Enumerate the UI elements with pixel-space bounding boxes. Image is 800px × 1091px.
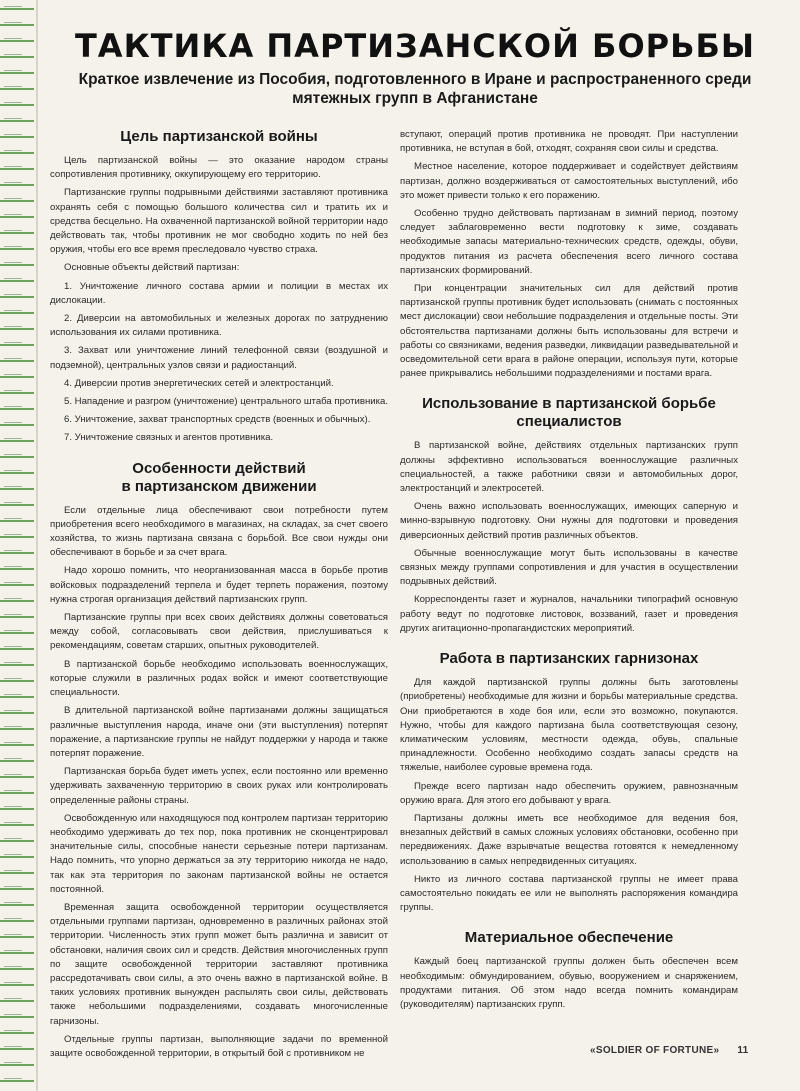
paragraph: Местное население, которое поддерживает и содействует действиям партизан, должно воздерживаться от самостоятельных выступлений, ибо это может привести только к его поражению. xyxy=(400,161,738,201)
list-item: 5. Нападение и разгром (уничтожение) центрального штаба противника. xyxy=(64,396,389,408)
article-subtitle: Краткое извлечение из Пособия, подготовленного в Иране и распространенного среди мятежных групп в Афганистане xyxy=(78,71,752,107)
paragraph: В длительной партизанской войне партизанами должны защищаться различные выступления народа, иначе они (эти выступления) потерпят поражение, а партизанские группы не найдут поддержки у народа и также потерпят поражение. xyxy=(50,705,388,759)
section-heading-line2: специалистов xyxy=(516,413,622,431)
paragraph: Особенно трудно действовать партизанам в зимний период, поэтому следует заблаговременно вести подготовку к зиме, создавать необходимые запасы материально-технических средств, одежды, обуви, продуктов питания из расчета обеспечения всего личного состава партизанских формирований. xyxy=(400,208,738,276)
right-column xyxy=(400,128,738,1016)
paragraph: Партизаны должны иметь все необходимое для ведения боя, внезапных действий в самых сложных условиях обстановки, особенно при передвижениях. Даже взрывчатые вещества готовятся к немедленному использованию в самых непредвиденных ситуациях. xyxy=(400,812,738,867)
list-item: 2. Диверсии на автомобильных и железных дорогах по затруднению использования их силами противника. xyxy=(50,313,388,339)
section-heading-line1: Использование в партизанской борьбе xyxy=(422,395,716,413)
paragraph: Партизанская борьба будет иметь успех, если постоянно или временно удерживать захваченную территорию в своих руках или контролировать определенные районы страны. xyxy=(50,766,388,806)
article-title: ТАКТИКА ПАРТИЗАНСКОЙ БОРЬБЫ xyxy=(74,27,756,65)
paragraph: Партизанские группы при всех своих действиях должны советоваться между собой, согласовывать свои действия, прислушиваться к рекомендациям, советам старших, опытных руководителей. xyxy=(50,612,388,652)
paragraph: Очень важно использовать военнослужащих, имеющих саперную и минно-взрывную подготовку. Они нужны для подготовки и проведения диверсионных действий против различных объектов. xyxy=(400,501,738,541)
paragraph: Цель партизанской войны — это оказание народом страны сопротивления противнику, оккупирующему его территорию. xyxy=(50,155,388,181)
list-item: 1. Уничтожение личного состава армии и полиции в местах их дислокации. xyxy=(50,280,388,306)
section-heading-line2: в партизанском движении xyxy=(121,477,317,495)
list-item: 3. Захват или уничтожение линий телефонной связи (воздушной и подземной), центральных узлов связи и радиостанций. xyxy=(50,345,388,371)
page-edge xyxy=(36,0,38,1091)
paragraph: Партизанские группы подрывными действиями заставляют противника охранять себя с помощью большого количества сил и тратить их и средства бесцельно. На охваченной партизанской войной территории надо действовать так, чтобы противник не мог свободно ходить по ней без оружия, чтобы его все время преследовало чувство страха. xyxy=(50,187,388,256)
paragraph: Временная защита освобожденной территории осуществляется отдельными группами партизан, одновременно в различных районах этой территории. Численность этих групп может быть различна и зависит от обстановки, наличия своих сил и средств. Действия многочисленных групп по защите освобожденной территории заставляют противника рассредотачивать свои силы, а это очень важно в партизанской войне. В таких условиях противник вынужден распылять свои силы, действовать также небольшими подразделениями, создавать многочисленные гарнизоны. xyxy=(50,901,388,1027)
paragraph: Прежде всего партизан надо обеспечить оружием, равнозначным оружию врага. Для этого его добывают у врага. xyxy=(400,780,738,806)
paragraph: В партизанской борьбе необходимо использовать военнослужащих, которые служили в различных родах войск и имеют соответствующие специальности. xyxy=(50,658,388,699)
paragraph: В партизанской войне, действиях отдельных партизанских групп должны эффективно использоваться военнослужащие различных специальностей, а также работники связи и автомобильных дорог, электростанций и электросетей. xyxy=(400,440,738,495)
paragraph: Отдельные группы партизан, выполняющие задачи по временной защите освобожденной территории, в открытый бой с противником не xyxy=(50,1033,388,1059)
section-heading-line1: Особенности действий xyxy=(132,459,306,477)
list-item: 6. Уничтожение, захват транспортных средств (военных и обычных). xyxy=(64,414,371,426)
list-item: 4. Диверсии против энергетических сетей и электростанций. xyxy=(64,377,334,389)
list-item: 7. Уничтожение связных и агентов противника. xyxy=(64,432,274,444)
section-heading-supply: Материальное обеспечение xyxy=(464,929,674,947)
paragraph: Если отдельные лица обеспечивают свои потребности путем приобретения всего необходимого в магазинах, на складах, за счет своего хозяйства, то жизнь партизана связана с борьбой. Все свои нужды они обеспечивают в борьбе и за счет врага. xyxy=(50,504,388,559)
section-heading-specialists xyxy=(400,395,738,431)
page-footer xyxy=(590,1045,749,1056)
paragraph: Освобожденную или находящуюся под контролем партизан территорию необходимо удерживать до тех пор, пока противник не сконцентрировал значительные силы, способные нанести серьезные потери партизанам. Надо помнить, что упорно держаться за эту территорию никогда не надо, так как эта территория по законам партизанской войны не остается постоянной. xyxy=(50,812,388,895)
left-column xyxy=(50,128,388,1065)
paragraph: Каждый боец партизанской группы должен быть обеспечен всем необходимым: обмундированием, обувью, вооружением и снаряжением, продуктами питания. Об этом надо всегда помнить командирам (руководителям) партизанских групп. xyxy=(400,956,738,1010)
spiral-binding xyxy=(0,0,34,1091)
magazine-name: «SOLDIER OF FORTUNE» xyxy=(590,1045,720,1056)
paragraph: вступают, операций против противника не проводят. При наступлении противника, не вступая в бой, отходят, сохраняя свои силы и средства. xyxy=(400,129,738,155)
paragraph: Для каждой партизанской группы должны быть заготовлены (приобретены) необходимые для жизни и борьбы материальные средства. Они приобретаются в ходе боя или, если это возможно, покупаются. Нужно, чтобы для каждого партизана была соответствующая сезону, климатическим условиям, местности одежда, обувь, спальные принадлежности. Особенно необходимо создать запасы средств на тяжелые, наиболее суровые времена года. xyxy=(400,677,738,774)
paragraph: Надо хорошо помнить, что неорганизованная масса в борьбе против войсковых подразделений терпела и будет терпеть поражения, поэтому нужна строгая организация действий партизанских групп. xyxy=(50,565,388,605)
section-heading-features xyxy=(50,460,388,496)
section-heading-garrisons: Работа в партизанских гарнизонах xyxy=(439,650,699,668)
paragraph: При концентрации значительных сил для действий против партизанской группы противник будет использовать (снимать с постоянных мест дислокации) свои небольшие подразделения и отдельные посты. Эти обстоятельства партизанами должны быть использованы для встречи и работы со связниками, ведения разведки, ликвидации разведывательной и осведомительной сети врага в районе операции, используя пути, которые ранее прикрывались небольшими подразделениями и постами врага. xyxy=(400,283,738,380)
paragraph: Никто из личного состава партизанской группы не имеет права самостоятельно покидать ее или не выполнять распоряжения командира группы. xyxy=(400,873,738,914)
page-number: 11 xyxy=(737,1045,749,1056)
paragraph: Обычные военнослужащие могут быть использованы в качестве связных между группами сопротивления и для участия в осуществлении подрывных действий. xyxy=(400,547,738,588)
paragraph: Основные объекты действий партизан: xyxy=(64,262,240,274)
paragraph: Корреспонденты газет и журналов, начальники типографий основную работу ведут по подготовке листовок, воззваний, газет и проведения других агитационно-пропагандистских мероприятий. xyxy=(400,594,738,634)
section-heading-goal: Цель партизанской войны xyxy=(120,128,318,145)
